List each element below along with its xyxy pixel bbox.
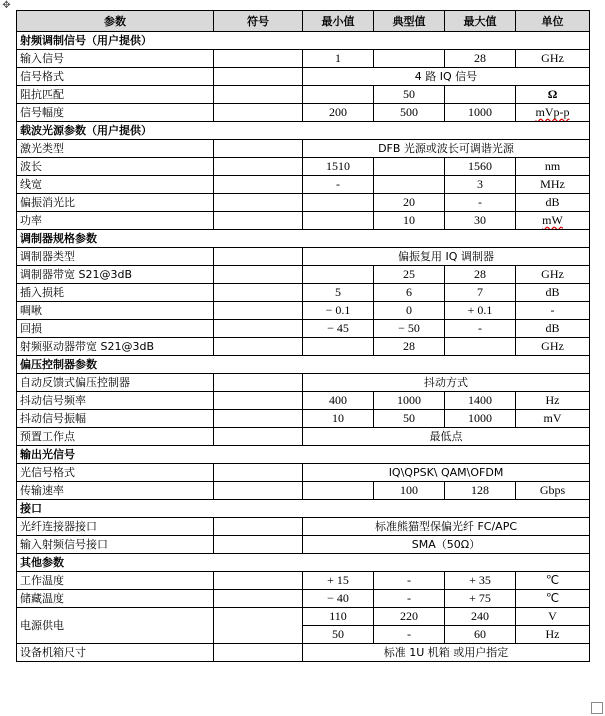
unit-value: dB	[516, 194, 590, 212]
typ-value: 1000	[374, 392, 445, 410]
merged-value: IQ\QPSK\ QAM\OFDM	[303, 464, 590, 482]
param-name: 信号幅度	[17, 104, 214, 122]
table-row	[17, 518, 590, 536]
typ-value: 50	[374, 86, 445, 104]
table-row	[17, 428, 590, 446]
param-name: 偏振消光比	[17, 194, 214, 212]
table-row	[17, 68, 590, 86]
table-row	[17, 104, 590, 122]
min-value: − 45	[303, 320, 374, 338]
max-value: -	[445, 194, 516, 212]
param-name: 自动反馈式偏压控制器	[17, 374, 214, 392]
param-name: 激光类型	[17, 140, 214, 158]
header-symbol: 符号	[214, 11, 303, 32]
table-row	[17, 194, 590, 212]
unit-value: -	[516, 302, 590, 320]
min-value: − 0.1	[303, 302, 374, 320]
typ-value: − 50	[374, 320, 445, 338]
section-row	[17, 356, 590, 374]
table-row	[17, 590, 590, 608]
section-row	[17, 554, 590, 572]
param-name: 传输速率	[17, 482, 214, 500]
param-name: 预置工作点	[17, 428, 214, 446]
section-row	[17, 32, 590, 50]
max-value: + 0.1	[445, 302, 516, 320]
table-row	[17, 284, 590, 302]
merged-value: 标准熊猫型保偏光纤 FC/APC	[303, 518, 590, 536]
section-bias: 偏压控制器参数	[17, 356, 590, 374]
header-min: 最小值	[303, 11, 374, 32]
table-resize-handle[interactable]	[591, 702, 603, 714]
max-value: 28	[445, 266, 516, 284]
header-param: 参数	[17, 11, 214, 32]
param-name: 输入射频信号接口	[17, 536, 214, 554]
unit-value: mVp-p	[535, 105, 570, 119]
param-name: 抖动信号频率	[17, 392, 214, 410]
table-row	[17, 302, 590, 320]
header-unit: 单位	[516, 11, 590, 32]
param-name: 输入信号	[17, 50, 214, 68]
section-interface: 接口	[17, 500, 590, 518]
section-rf: 射频调制信号（用户提供）	[17, 32, 590, 50]
table-header-row	[17, 11, 590, 32]
min-value: 50	[303, 626, 374, 644]
min-value: 200	[303, 104, 374, 122]
typ-value: 220	[374, 608, 445, 626]
min-value: 110	[303, 608, 374, 626]
section-row	[17, 500, 590, 518]
unit-value: GHz	[516, 338, 590, 356]
param-name: 设备机箱尺寸	[17, 644, 214, 662]
typ-value: 0	[374, 302, 445, 320]
table-row	[17, 338, 590, 356]
param-name: 调制器带宽 S21@3dB	[17, 266, 214, 284]
typ-value: 6	[374, 284, 445, 302]
typ-value: 20	[374, 194, 445, 212]
param-name: 电源供电	[17, 608, 214, 644]
section-row	[17, 446, 590, 464]
typ-value: -	[374, 626, 445, 644]
max-value: 1000	[445, 410, 516, 428]
table-row	[17, 320, 590, 338]
param-name: 射频驱动器带宽 S21@3dB	[17, 338, 214, 356]
param-name: 阻抗匹配	[17, 86, 214, 104]
max-value: 128	[445, 482, 516, 500]
table-row	[17, 482, 590, 500]
section-carrier: 载波光源参数（用户提供）	[17, 122, 590, 140]
typ-value: 28	[374, 338, 445, 356]
unit-value: Hz	[516, 626, 590, 644]
param-name: 啁啾	[17, 302, 214, 320]
typ-value: -	[374, 590, 445, 608]
table-move-handle-icon[interactable]: ✥	[2, 0, 11, 11]
table-row	[17, 572, 590, 590]
unit-value: mW	[542, 213, 563, 227]
table-row	[17, 50, 590, 68]
max-value: -	[445, 320, 516, 338]
param-name: 信号格式	[17, 68, 214, 86]
param-name: 功率	[17, 212, 214, 230]
table-row	[17, 644, 590, 662]
typ-value: 100	[374, 482, 445, 500]
table-row	[17, 158, 590, 176]
min-value: 5	[303, 284, 374, 302]
merged-value: 标准 1U 机箱 或用户指定	[303, 644, 590, 662]
max-value: 1000	[445, 104, 516, 122]
section-other: 其他参数	[17, 554, 590, 572]
min-value: 10	[303, 410, 374, 428]
unit-value: GHz	[516, 266, 590, 284]
param-name: 工作温度	[17, 572, 214, 590]
table-row	[17, 86, 590, 104]
unit-value: ℃	[516, 590, 590, 608]
unit-value: GHz	[516, 50, 590, 68]
merged-value: 偏振复用 IQ 调制器	[303, 248, 590, 266]
unit-value: ℃	[516, 572, 590, 590]
typ-value: 50	[374, 410, 445, 428]
min-value: 400	[303, 392, 374, 410]
merged-value: 最低点	[303, 428, 590, 446]
merged-value: SMA（50Ω）	[303, 536, 590, 554]
unit-value: V	[516, 608, 590, 626]
table-row	[17, 248, 590, 266]
param-name: 线宽	[17, 176, 214, 194]
table-row	[17, 140, 590, 158]
param-name: 抖动信号振幅	[17, 410, 214, 428]
min-value: 1	[303, 50, 374, 68]
max-value: 1560	[445, 158, 516, 176]
unit-value: nm	[516, 158, 590, 176]
table-row	[17, 266, 590, 284]
section-row	[17, 230, 590, 248]
table-row	[17, 410, 590, 428]
spec-table	[16, 10, 590, 662]
min-value: − 40	[303, 590, 374, 608]
max-value: 60	[445, 626, 516, 644]
table-row	[17, 374, 590, 392]
param-name: 波长	[17, 158, 214, 176]
min-value: -	[303, 176, 374, 194]
param-name: 回损	[17, 320, 214, 338]
table-row	[17, 392, 590, 410]
merged-value: 4 路 IQ 信号	[303, 68, 590, 86]
table-row	[17, 464, 590, 482]
table-row	[17, 176, 590, 194]
merged-value: 抖动方式	[303, 374, 590, 392]
typ-value: -	[374, 572, 445, 590]
max-value: 1400	[445, 392, 516, 410]
typ-value: 10	[374, 212, 445, 230]
section-output: 输出光信号	[17, 446, 590, 464]
table-row	[17, 536, 590, 554]
unit-value: dB	[516, 284, 590, 302]
table-row	[17, 212, 590, 230]
max-value: 7	[445, 284, 516, 302]
header-max: 最大值	[445, 11, 516, 32]
param-name: 光信号格式	[17, 464, 214, 482]
unit-value: Gbps	[516, 482, 590, 500]
typ-value: 500	[374, 104, 445, 122]
param-name: 储藏温度	[17, 590, 214, 608]
param-name: 插入损耗	[17, 284, 214, 302]
section-modulator: 调制器规格参数	[17, 230, 590, 248]
min-value: + 15	[303, 572, 374, 590]
unit-value: dB	[516, 320, 590, 338]
min-value: 1510	[303, 158, 374, 176]
unit-value: MHz	[516, 176, 590, 194]
max-value: + 35	[445, 572, 516, 590]
max-value: + 75	[445, 590, 516, 608]
unit-value: Ω	[516, 86, 590, 104]
param-name: 光纤连接器接口	[17, 518, 214, 536]
max-value: 240	[445, 608, 516, 626]
header-typ: 典型值	[374, 11, 445, 32]
merged-value: DFB 光源或波长可调谐光源	[303, 140, 590, 158]
section-row	[17, 122, 590, 140]
max-value: 28	[445, 50, 516, 68]
typ-value: 25	[374, 266, 445, 284]
max-value: 30	[445, 212, 516, 230]
param-name: 调制器类型	[17, 248, 214, 266]
unit-value: Hz	[516, 392, 590, 410]
unit-value: mV	[516, 410, 590, 428]
max-value: 3	[445, 176, 516, 194]
table-row	[17, 608, 590, 626]
